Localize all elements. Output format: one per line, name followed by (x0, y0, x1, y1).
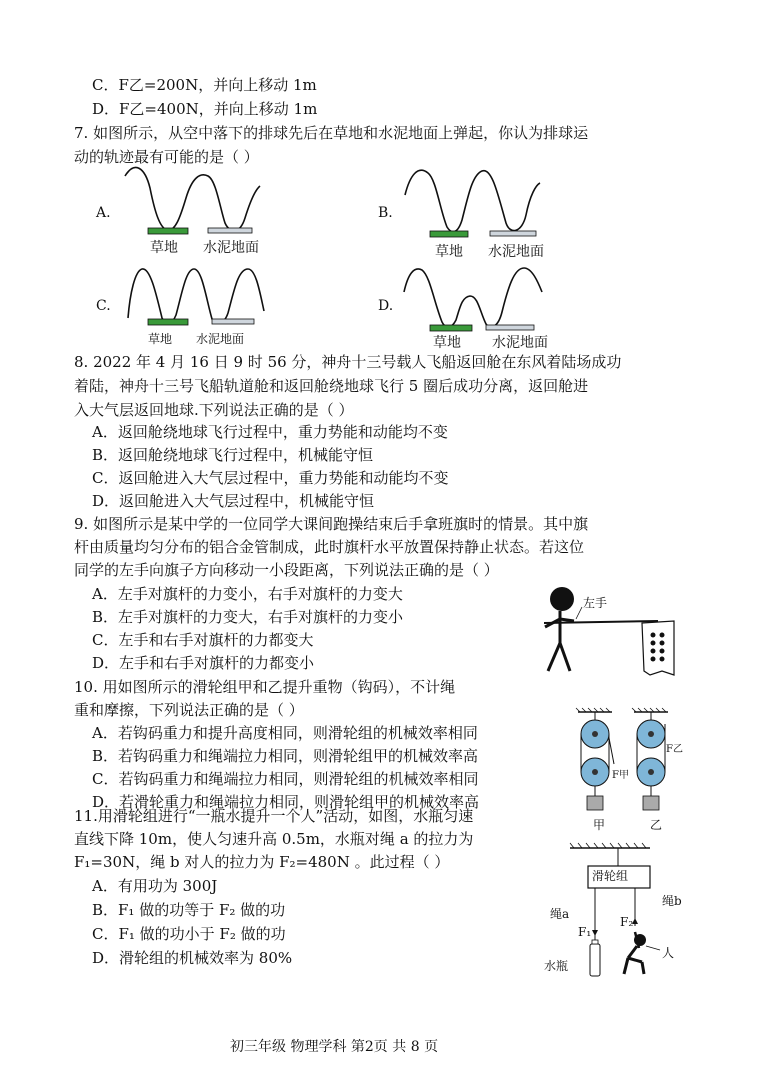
q7-stem-line2: 动的轨迹最有可能的是（ ） (74, 148, 259, 166)
q10-option-d: D．若滑轮重力和绳端拉力相同，则滑轮组甲的机械效率高 (92, 793, 480, 811)
q8-stem-line3: 入大气层返回地球.下列说法正确的是（ ） (74, 401, 354, 419)
q7-label-c: C. (96, 298, 111, 314)
q8-option-b: B．返回舱绕地球飞行过程中，机械能守恒 (92, 446, 374, 464)
q7-a-grass-label: 草地 (150, 240, 178, 256)
q9-stem-line3: 同学的左手向旗子方向移动一小段距离，下列说法正确的是（ ） (74, 561, 499, 579)
page-footer: 初三年级 物理学科 第2页 共 8 页 (230, 1039, 439, 1055)
q9-stem-line1: 9. 如图所示是某中学的一位同学大课间跑操结束后手拿班旗时的情景。其中旗 (74, 515, 589, 533)
q11-f2-label: F₂ (620, 915, 634, 929)
q6-option-c: C．F乙=200N，并向上移动 1m (92, 76, 317, 94)
q10-jia-label: 甲 (593, 818, 606, 832)
q7-c-cement-label: 水泥地面 (196, 332, 245, 346)
q7-figure-b (400, 165, 560, 240)
q9-option-b: B．左手对旗杆的力变大，右手对旗杆的力变小 (92, 608, 404, 626)
q11-option-d: D．滑轮组的机械效率为 80% (92, 949, 293, 967)
q11-stem-line1: 11.用滑轮组进行“一瓶水提升一个人”活动，如图，水瓶匀速 (74, 807, 474, 825)
q9-flag-figure (540, 585, 690, 685)
q8-option-c: C．返回舱进入大气层过程中，重力势能和动能均不变 (92, 469, 449, 487)
q8-stem-line2: 着陆，神舟十三号飞船轨道舱和返回舱绕地球飞行 5 圈后成功分离，返回舱进 (74, 377, 589, 395)
q8-option-a: A．返回舱绕地球飞行过程中，重力势能和动能均不变 (92, 423, 448, 441)
q11-option-b: B．F₁ 做的功等于 F₂ 做的功 (92, 901, 286, 919)
q8-option-d: D．返回舱进入大气层过程中，机械能守恒 (92, 492, 375, 510)
q11-stem-line2: 直线下降 10m，使人匀速升高 0.5m，水瓶对绳 a 的拉力为 (74, 830, 474, 848)
q7-d-grass-label: 草地 (433, 335, 461, 351)
q11-option-c: C．F₁ 做的功小于 F₂ 做的功 (92, 925, 286, 943)
q7-stem-line1: 7. 如图所示，从空中落下的排球先后在草地和水泥地面上弹起，你认为排球运 (74, 124, 589, 142)
q7-b-grass-label: 草地 (435, 244, 463, 260)
q11-rope-a-label: 绳a (550, 907, 570, 921)
q8-stem-line1: 8. 2022 年 4 月 16 日 9 时 56 分，神舟十三号载人飞船返回舱在东风着陆场成功 (74, 353, 622, 371)
q7-a-cement-label: 水泥地面 (203, 240, 259, 256)
q7-figure-a (120, 168, 280, 238)
q11-person-label: 人 (662, 946, 675, 960)
q10-f-yi-label: F乙 (666, 744, 683, 755)
q9-stem-line2: 杆由质量均匀分布的铝合金管制成，此时旗杆水平放置保持静止状态。若这位 (74, 538, 585, 556)
q7-d-cement-label: 水泥地面 (492, 335, 548, 351)
q7-b-cement-label: 水泥地面 (488, 244, 544, 260)
q10-yi-label: 乙 (650, 818, 663, 832)
q9-option-d: D．左手和右手对旗杆的力都变小 (92, 654, 315, 672)
q7-figure-c (120, 263, 280, 328)
q7-figure-d (400, 262, 560, 332)
q7-label-b: B. (378, 205, 393, 221)
q9-option-c: C．左手和右手对旗杆的力都变大 (92, 631, 314, 649)
q11-option-a: A．有用功为 300J (92, 877, 218, 895)
q10-pulley-figure (572, 708, 692, 818)
q7-c-grass-label: 草地 (148, 332, 173, 346)
q10-f-jia-label: F甲 (612, 770, 629, 781)
q11-f1-label: F₁ (578, 925, 592, 939)
q10-option-c: C．若钩码重力和绳端拉力相同，则滑轮组的机械效率相同 (92, 770, 479, 788)
q11-pulley-box-label: 滑轮组 (592, 869, 629, 883)
q10-stem-line2: 重和摩擦，下列说法正确的是（ ） (74, 701, 304, 719)
q6-option-d: D．F乙=400N，并向上移动 1m (92, 100, 318, 118)
q7-label-a: A. (96, 205, 111, 221)
q9-left-hand-label: 左手 (583, 596, 608, 610)
q11-rope-b-label: 绳b (662, 894, 682, 908)
q10-stem-line1: 10. 用如图所示的滑轮组甲和乙提升重物（钩码），不计绳 (74, 678, 456, 696)
q10-option-a: A．若钩码重力和提升高度相同，则滑轮组的机械效率相同 (92, 724, 478, 742)
q11-stem-line3: F₁=30N，绳 b 对人的拉力为 F₂=480N 。此过程（ ） (74, 853, 450, 871)
q9-option-a: A．左手对旗杆的力变小，右手对旗杆的力变大 (92, 585, 403, 603)
q7-label-d: D. (378, 298, 394, 314)
q11-bottle-label: 水瓶 (544, 959, 569, 973)
q10-option-b: B．若钩码重力和绳端拉力相同，则滑轮组甲的机械效率高 (92, 747, 479, 765)
